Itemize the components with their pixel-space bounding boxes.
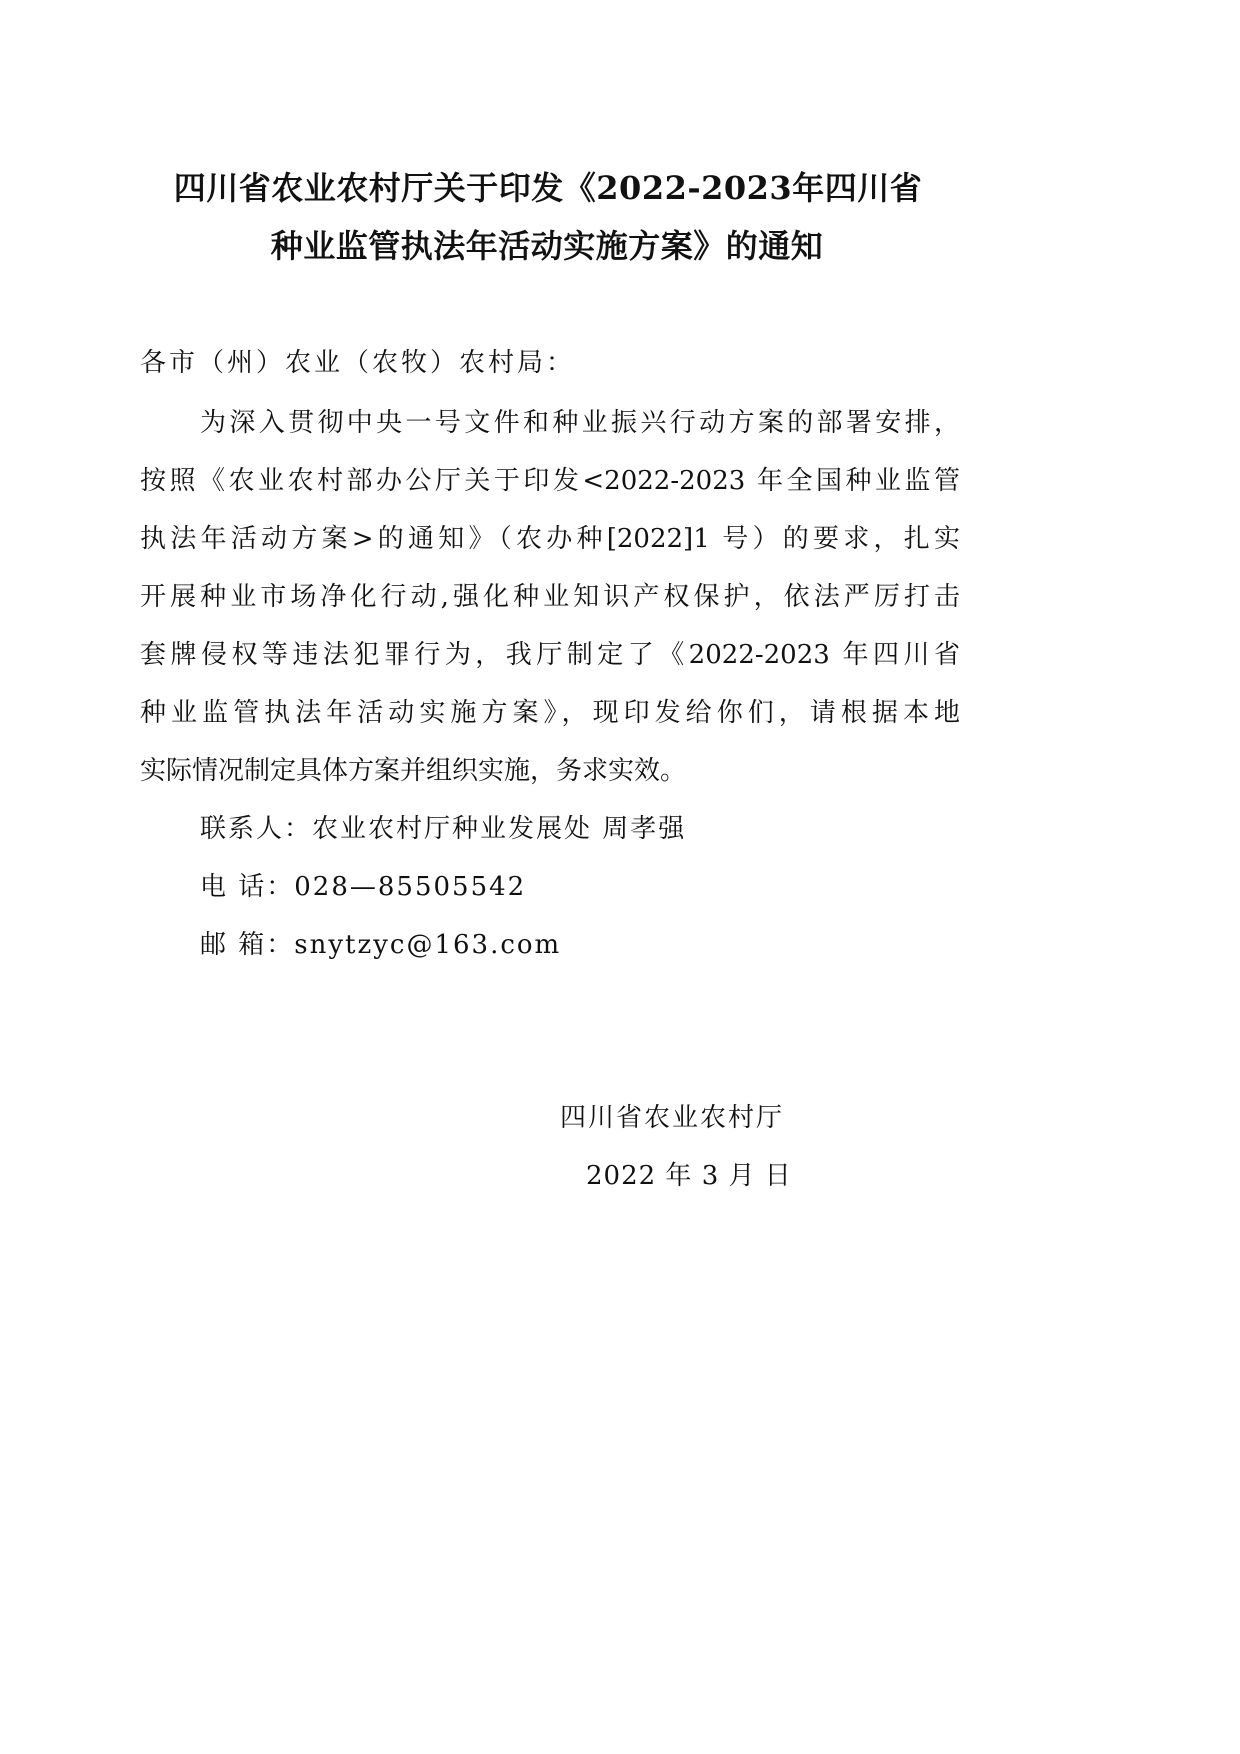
salutation: 各市（州）农业（农牧）农村局： — [140, 348, 576, 378]
document-title-line-1: 四川省农业农村厅关于印发《2022-2023年四川省 — [173, 169, 923, 207]
body-paragraph-line: 按照《农业农村部办公厅关于印发<2022-2023 年全国种业监管 — [140, 466, 960, 496]
issuer-signature: 四川省农业农村厅 — [560, 1103, 785, 1133]
body-paragraph-line: 为深入贯彻中央一号文件和种业振兴行动方案的部署安排， — [200, 408, 960, 438]
contact-person: 联系人：农业农村厅种业发展处 周孝强 — [200, 814, 687, 844]
body-paragraph-line: 种业监管执法年活动实施方案》，现印发给你们，请根据本地 — [140, 698, 960, 728]
body-paragraph-line: 开展种业市场净化行动,强化种业知识产权保护，依法严厉打击 — [140, 582, 960, 612]
body-paragraph-line: 套牌侵权等违法犯罪行为，我厅制定了《2022-2023 年四川省 — [140, 640, 960, 670]
issue-date: 2022 年 3 月 日 — [586, 1161, 792, 1191]
document-title-line-2: 种业监管执法年活动实施方案》的通知 — [270, 227, 824, 265]
body-paragraph-line: 实际情况制定具体方案并组织实施，务求实效。 — [140, 756, 687, 786]
body-paragraph-line: 执法年活动方案>的通知》（农办种[2022]1 号）的要求，扎实 — [140, 524, 960, 554]
contact-email: 邮 箱：snytzyc@163.com — [200, 930, 562, 960]
contact-phone: 电 话：028—85505542 — [200, 872, 527, 902]
